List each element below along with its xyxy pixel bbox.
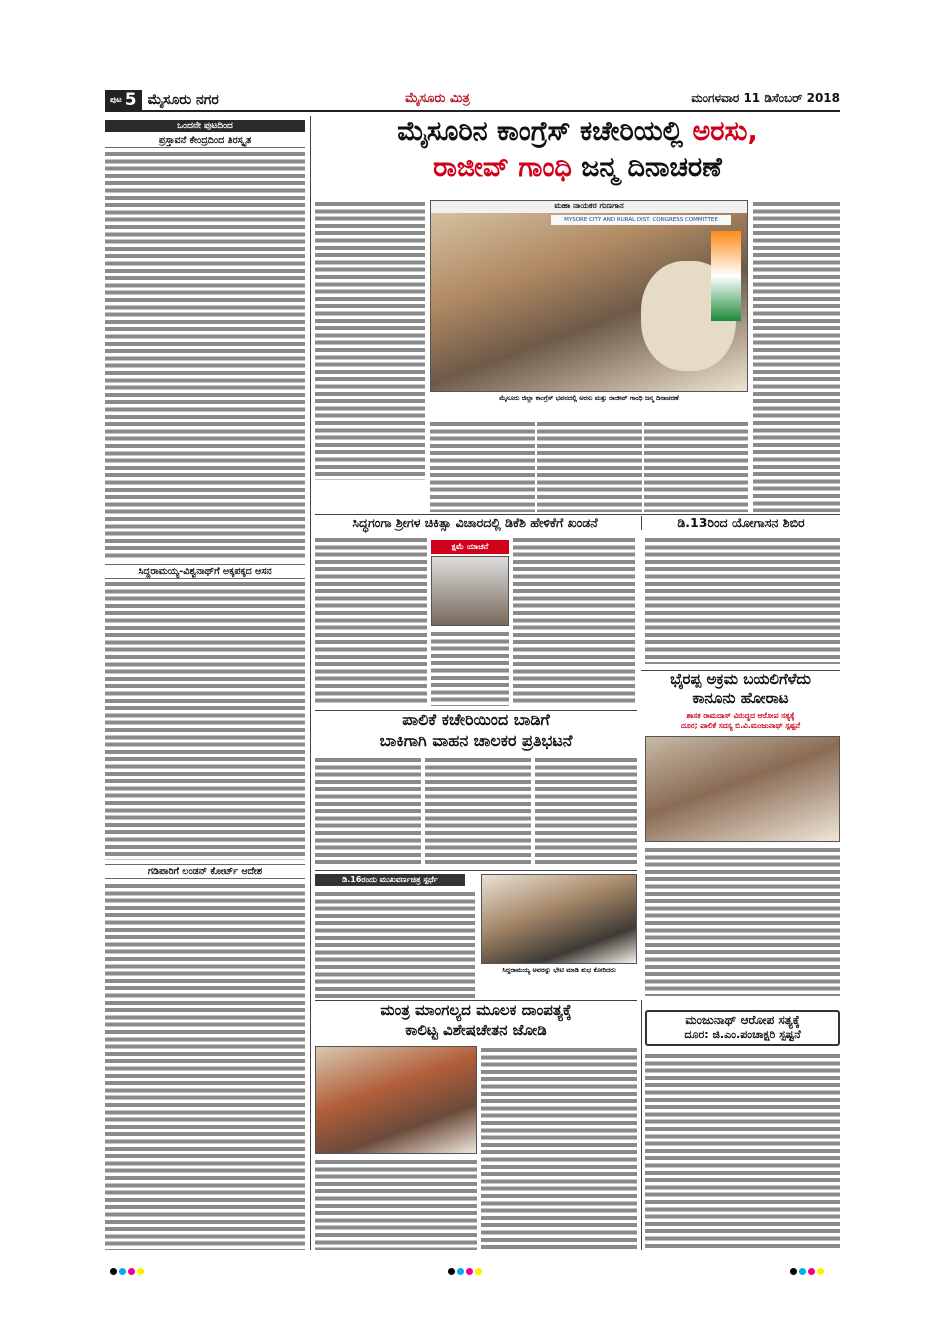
page-number: 5: [124, 90, 137, 110]
lead-body-col-5: [753, 200, 840, 512]
press-meet-photo: [645, 736, 840, 842]
bhyrappa-subhead-1: ಶಾಸಕ ರಾಮದಾಸ್ ವಿರುದ್ಧದ ಆರೋಪ ಸತ್ಯಕ್ಕೆ: [686, 711, 795, 720]
registration-marks-right: [790, 1268, 824, 1275]
section-title: ಮೈಸೂರು ನಗರ: [147, 92, 219, 108]
siddaganga-body-3: [513, 536, 635, 706]
palike-body-1: [315, 756, 421, 866]
cm-meeting-photo: [481, 874, 637, 964]
page-number-box: [105, 90, 142, 110]
lead-headline-part: ಜನ್ಮ ದಿನಾಚರಣೆ: [581, 152, 722, 183]
left-body-text-1: [105, 150, 305, 560]
siddaganga-body-2: [431, 630, 509, 706]
dkshivakumar-photo: [431, 556, 509, 626]
lead-photo-title: ಮಹಾ ನಾಯಕರ ಗುಣಗಾನ: [431, 201, 747, 213]
congress-banner: MYSORE CITY AND RURAL DIST. CONGRESS COMMITTEE: [551, 215, 731, 225]
party-flag: [711, 231, 741, 321]
face-painting-headline: ಡಿ.16ರಂದು ಮುಖವರ್ಣಚಿತ್ರ ಸ್ಪರ್ಧೆ: [315, 874, 465, 886]
lead-body-col-2: [430, 420, 535, 512]
mantra-body-1: [315, 1158, 477, 1250]
registration-marks-center: [448, 1268, 482, 1275]
mantra-body-2: [481, 1046, 637, 1250]
left-body-text-3: [105, 882, 305, 1250]
story-head-seats: ಸಿದ್ದರಾಮಯ್ಯ-ವಿಶ್ವನಾಥ್‌ಗೆ ಅಕ್ಕಪಕ್ಕದ ಆಸನ: [105, 564, 305, 579]
manjunath-body: [645, 1052, 840, 1250]
manjunath-headline-box: [645, 1010, 840, 1046]
issue-date: ಮಂಗಳವಾರ 11 ಡಿಸೆಂಬರ್ 2018: [691, 91, 840, 105]
lead-headline-accent: ರಾಜೀವ್ ಗಾಂಧಿ: [433, 152, 572, 183]
manjunath-headline-line2: ದೂರ: ಜಿ.ಎಂ.ಪಂಚಾಕ್ಷರಿ ಸ್ಪಷ್ಟನೆ: [684, 1028, 801, 1041]
registration-marks-left: [110, 1268, 144, 1275]
column-rule: [641, 1000, 642, 1250]
lead-body-col-4: [644, 420, 748, 512]
siddaganga-headline: ಸಿದ್ಧಗಂಗಾ ಶ್ರೀಗಳ ಚಿಕಿತ್ಸಾ ವಿಚಾರದಲ್ಲಿ ಡಿಕೆಶಿ ಹೇಳಿಕೆಗೆ ಖಂಡನೆ: [352, 515, 598, 530]
paper-name: ಮೈಸೂರು ಮಿತ್ರ: [405, 91, 470, 106]
masthead: [105, 90, 840, 112]
face-painting-body: [315, 890, 475, 998]
section-rule: [315, 870, 637, 871]
left-body-text-2: [105, 580, 305, 860]
yoga-headline: ಡಿ.13ರಿಂದ ಯೋಗಾಸನ ಶಿಬಿರ: [641, 516, 840, 530]
mantra-headline-line2: ಕಾಲಿಟ್ಟ ವಿಶೇಷಚೇತನ ಜೋಡಿ: [405, 1021, 547, 1039]
lead-headline-line2: [315, 152, 840, 183]
manjunath-headline-line1: ಮಂಜುನಾಥ್ ಆರೋಪ ಸತ್ಯಕ್ಕೆ: [685, 1013, 800, 1027]
newspaper-page: [105, 90, 840, 1260]
lead-body-col-3: [537, 420, 642, 512]
palike-headline-line1: ಪಾಲಿಕೆ ಕಚೇರಿಯಿಂದ ಬಾಡಿಗೆ: [315, 710, 637, 729]
mantra-headline-line1: ಮಂತ್ರ ಮಾಂಗಲ್ಯದ ಮೂಲಕ ದಾಂಪತ್ಯಕ್ಕೆ: [380, 1001, 572, 1019]
apology-badge: ಕ್ಷಮೆ ಯಾಚನೆ: [431, 540, 509, 554]
siddaganga-body-1: [315, 536, 427, 706]
column-rule: [310, 116, 311, 1250]
story-head-rejected: ಪ್ರಸ್ತಾವನೆ ಕೇಂದ್ರದಿಂದ ತಿರಸ್ಕೃತ: [105, 134, 305, 148]
bhyrappa-headline-line2: ಕಾನೂನು ಹೋರಾಟ: [692, 689, 789, 707]
lead-headline-part: ಮೈಸೂರಿನ ಕಾಂಗ್ರೆಸ್ ಕಚೇರಿಯಲ್ಲಿ: [397, 116, 684, 147]
bhyrappa-subhead-2: ದೂರ; ಪಾಲಿಕೆ ಸದಸ್ಯ ಬಿ.ವಿ.ಮಂಜುನಾಥ್ ಸ್ಪಷ್ಟನೆ: [680, 721, 800, 730]
bhyrappa-body: [645, 846, 840, 996]
lead-photo-caption: ಮೈಸೂರು ಜಿಲ್ಲಾ ಕಾಂಗ್ರೆಸ್ ಭವನದಲ್ಲಿ ಅರಸು ಮತ್ತು ರಾಜೀವ್ ಗಾಂಧಿ ಜನ್ಮ ದಿನಾಚರಣೆ: [499, 394, 679, 402]
palike-body-3: [535, 756, 637, 866]
bhyrappa-headline-line1: ಭೈರಪ್ಪ ಅಕ್ರಮ ಬಯಲಿಗೆಳೆದು: [641, 670, 840, 688]
palike-headline-line2: ಬಾಕಿಗಾಗಿ ವಾಹನ ಚಾಲಕರ ಪ್ರತಿಭಟನೆ: [379, 731, 573, 750]
wedding-photo: [315, 1046, 477, 1154]
lead-headline-accent: ಅರಸು,: [692, 116, 758, 147]
cm-meeting-caption: ಸಿದ್ದರಾಮಯ್ಯ ಅವರನ್ನು ಭೇಟಿ ಮಾಡಿ ಶುಭ ಕೋರಿದರು: [502, 966, 616, 974]
lead-photo: [430, 200, 748, 392]
story-head-london-court: ಗಡಿಪಾರಿಗೆ ಲಂಡನ್ ಕೋರ್ಟ್ ಆದೇಶ: [105, 864, 305, 879]
palike-body-2: [425, 756, 531, 866]
lead-headline-line1: [315, 116, 840, 147]
lead-body-col-1: [315, 200, 425, 480]
page-label: ಪುಟ: [110, 95, 122, 104]
yoga-body: [645, 536, 840, 664]
continued-kicker: ಒಂದನೇ ಪುಟದಿಂದ: [105, 120, 305, 132]
